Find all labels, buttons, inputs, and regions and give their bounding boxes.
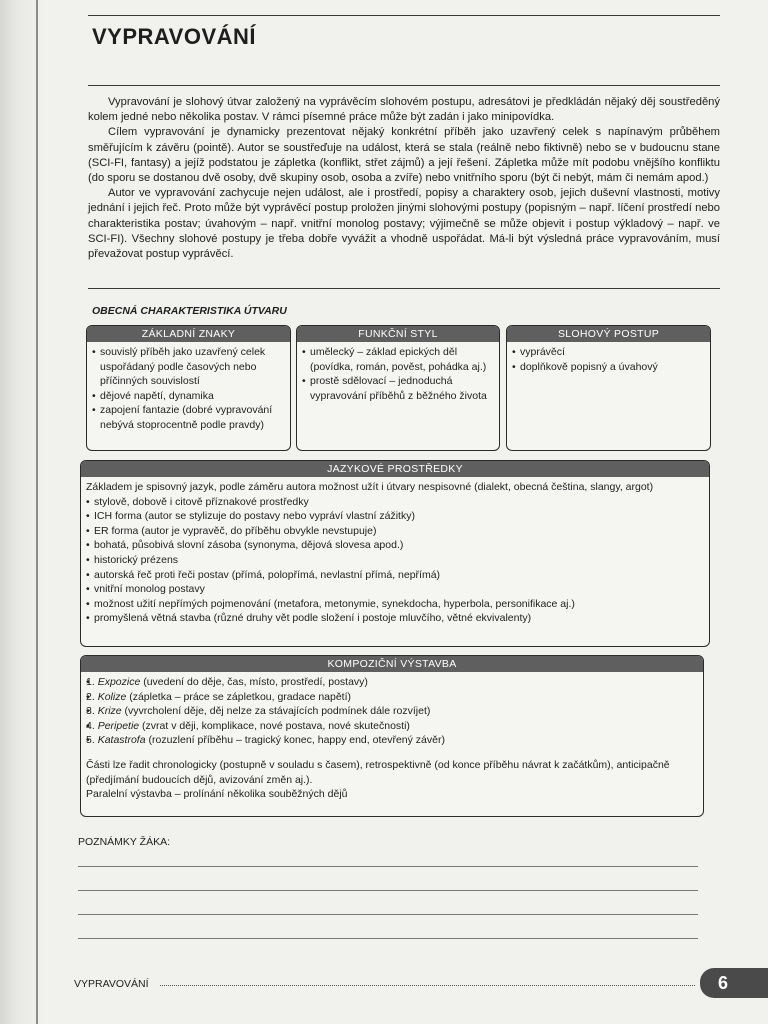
step-text: (zápletka – práce se zápletkou, gradace napětí) [126, 690, 352, 703]
composition-note: Paralelní výstavba – prolínání několika souběžných dějů [86, 788, 348, 801]
intro-bottom-rule [88, 288, 720, 289]
bullet-list [86, 495, 704, 626]
note-line [78, 890, 698, 891]
list-item: • historický prézens [86, 553, 704, 568]
box-header: SLOHOVÝ POSTUP [507, 326, 710, 342]
list-item: • bohatá, působivá slovní zásoba (synonyma, dějová slovesa apod.) [86, 538, 704, 553]
lead-text: Základem je spisovný jazyk, podle záměru autora možnost užít i útvary nespisovné (dialekt, obecná čeština, slangy, argot) [86, 481, 654, 493]
box-funkcni-styl [296, 325, 500, 451]
box-header: KOMPOZIČNÍ VÝSTAVBA [81, 656, 703, 672]
page-number-tab: 6 [700, 968, 768, 998]
box-jazykove-prostredky [80, 460, 710, 647]
box-kompozicni-vystavba [80, 655, 704, 817]
step-number: 4. [86, 719, 95, 732]
step-number: 3. [86, 705, 95, 718]
box-slohovy-postup [506, 325, 711, 451]
title-underline-rule [88, 85, 720, 86]
list-item: • promyšlená větná stavba (různé druhy vět podle složení i postoje mluvčího, větné ekvivalenty) [86, 611, 704, 626]
bullet-list [512, 345, 705, 374]
list-item: • vyprávěcí [512, 345, 705, 360]
list-item: • vnitřní monolog postavy [86, 582, 704, 597]
footer-label: VYPRAVOVÁNÍ [74, 978, 149, 990]
list-item: • prostě sdělovací – jednoduchá vypravování příběhů z běžného života [302, 374, 494, 403]
list-item: • stylově, dobově i citově příznakové prostředky [86, 495, 704, 510]
step-number: 1. [86, 676, 95, 688]
box-body [507, 342, 710, 377]
list-item: • souvislý příběh jako uzavřený celek uspořádaný podle časových nebo příčinných souvislostí [92, 345, 285, 389]
box-header: JAZYKOVÉ PROSTŘEDKY [81, 461, 709, 477]
intro-paragraph: Cílem vypravování je dynamicky prezentovat nějaký konkrétní příběh jako uzavřený celek s napínavým průběhem směřujícím k závěru (pointě). Autor se soustřeďuje na událost, která se stala (reálně nebo fiktivně) nebo se v budoucnu stane (SCI-FI, fantasy) a jejíž podstatou je zápletka (konflikt, střet zájmů) a její řešení. Zápletka může mít podobu vnějšího konfliktu (do sporu se dostanou dvě osoby, dvě skupiny osob, osoba a zvíře) nebo vnitřního sporu (být či nebýt, mám či nemám apod.) [88, 126, 720, 185]
composition-note: Části lze řadit chronologicky (postupně v souladu s časem), retrospektivně (od konce příběhu návrat k začátkům), anticipačně (předjímání budoucích dějů, avizování změn aj.). [86, 758, 670, 786]
box-body [297, 342, 499, 406]
notes-label: POZNÁMKY ŽÁKA: [78, 836, 170, 848]
list-item: • ER forma (autor je vypravěč, do příběhu obvykle nevstupuje) [86, 524, 704, 539]
page-title: VYPRAVOVÁNÍ [92, 24, 257, 49]
intro-paragraph: Autor ve vypravování zachycuje nejen událost, ale i prostředí, popisy a charaktery osob, jejich duševní vlastnosti, motivy jednání i jejich řeč. Proto může být vyprávěcí postup proložen jinými slohovými postupy (popisným – např. líčení prostředí nebo charakteristika postav; úvahovým – např. vnitřní monolog postavy; výjimečně se může objevit i postup výkladový – např. ve SCI-FI). Všechny slohové postupy je třeba dobře vyvážit a vhodně uspořádat. Má-li být výsledná práce vypravováním, musí převažovat postup vyprávěcí. [88, 187, 720, 261]
step-name: Kolize [97, 690, 127, 703]
binding-edge-line [36, 0, 38, 1024]
list-item: • zapojení fantazie (dobré vypravování nebývá stoprocentně podle pravdy) [92, 403, 285, 432]
box-body [87, 342, 290, 436]
step-name: Krize [97, 705, 122, 718]
list-item: • umělecký – základ epických děl (povídka, román, pověst, pohádka aj.) [302, 345, 494, 374]
box-body [81, 477, 709, 629]
steps-list [86, 675, 698, 748]
section-heading: OBECNÁ CHARAKTERISTIKA ÚTVARU [92, 305, 287, 317]
note-line [78, 866, 698, 867]
footer-dotted-rule [160, 985, 695, 986]
step-item [86, 675, 698, 690]
step-item [86, 719, 698, 734]
step-number: 5. [86, 734, 95, 747]
bullet-list [302, 345, 494, 403]
intro-text [88, 95, 720, 262]
list-item: • ICH forma (autor se stylizuje do postavy nebo vypráví vlastní zážitky) [86, 509, 704, 524]
step-text: (zvrat v ději, komplikace, nové postava, nové skutečnosti) [139, 719, 410, 732]
step-name: Peripetie [97, 719, 140, 732]
list-item: • doplňkově popisný a úvahový [512, 360, 705, 375]
box-header: ZÁKLADNÍ ZNAKY [87, 326, 290, 342]
list-item: • možnost užití nepřímých pojmenování (metafora, metonymie, synekdocha, hyperbola, personifikace aj.) [86, 597, 704, 612]
list-item: • dějové napětí, dynamika [92, 389, 285, 404]
box-header: FUNKČNÍ STYL [297, 326, 499, 342]
note-line [78, 914, 698, 915]
step-number: 2. [86, 690, 95, 703]
step-name: Expozice [97, 676, 141, 688]
bullet-list [92, 345, 285, 433]
box-zakladni-znaky [86, 325, 291, 451]
step-text: (rozuzlení příběhu – tragický konec, happy end, otevřený závěr) [145, 734, 445, 747]
top-rule [88, 15, 720, 16]
intro-paragraph: Vypravování je slohový útvar založený na vyprávěcím slohovém postupu, adresátovi je předkládán nějaký děj soustředěný kolem jedné nebo několika postav. V rámci písemné práce může být zadán i jako minipovídka. [88, 96, 720, 124]
step-text: (uvedení do děje, čas, místo, prostředí, postavy) [140, 676, 368, 688]
step-item [86, 733, 698, 748]
list-item: • autorská řeč proti řeči postav (přímá, polopřímá, nevlastní přímá, nepřímá) [86, 568, 704, 583]
step-item [86, 704, 698, 719]
box-body [81, 672, 703, 805]
step-name: Katastrofa [97, 734, 146, 747]
note-line [78, 938, 698, 939]
step-text: (vyvrcholení děje, děj nelze za stávajících podmínek dále rozvíjet) [121, 705, 431, 718]
step-item [86, 690, 698, 705]
